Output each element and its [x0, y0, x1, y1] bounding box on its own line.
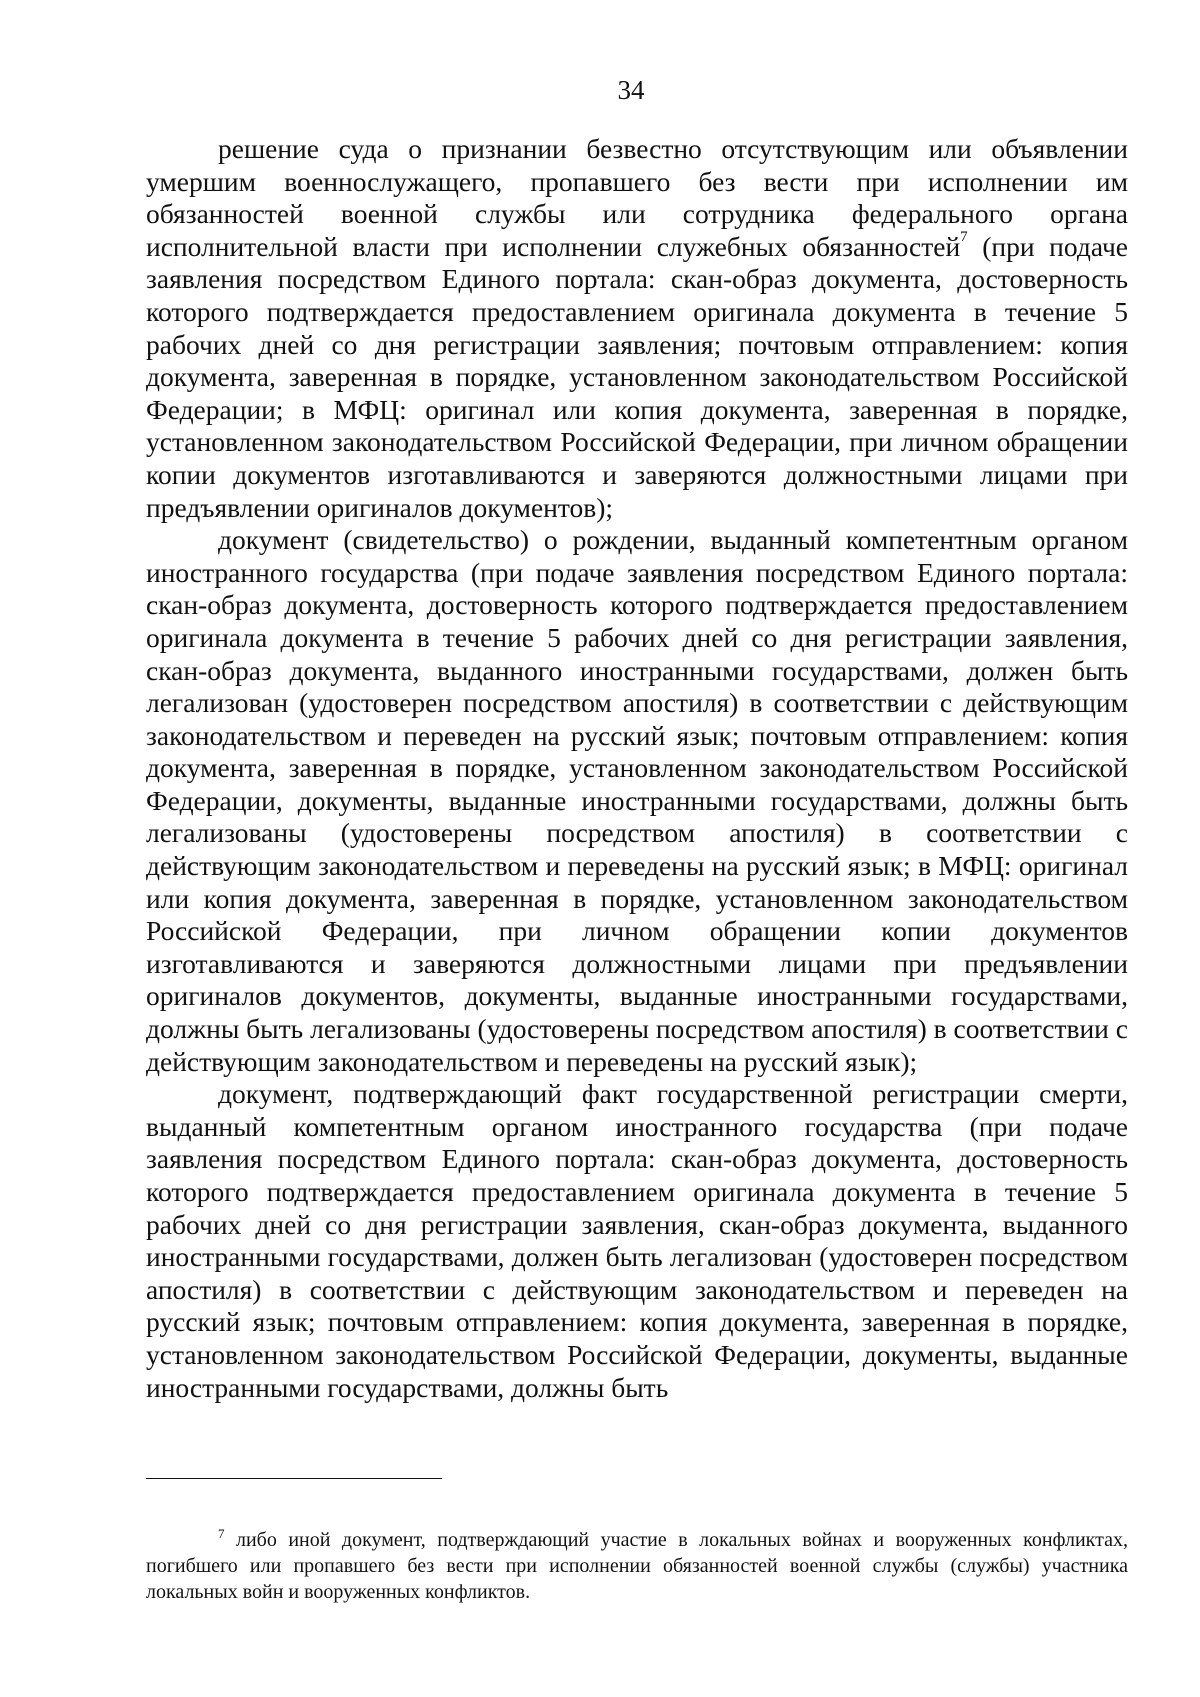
document-body: [146, 133, 1128, 1404]
footnote-reference[interactable]: 7: [960, 228, 968, 245]
paragraph-death-registration: документ, подтверждающий факт государственной регистрации смерти, выданный компетентным органом иностранного государства (при подаче заявления посредством Единого портала: скан-образ документа, достоверность которого подтверждается предоставлением оригинала документа в течение 5 рабочих дней со дня регистрации заявления, скан-образ документа, выданного иностранными государствами, должен быть легализован (удостоверен посредством апостиля) в соответствии с действующим законодательством и переведен на русский язык; почтовым отправлением: копия документа, заверенная в порядке, установленном законодательством Российской Федерации, документы, выданные иностранными государствами, должны быть: [146, 1078, 1128, 1403]
paragraph-court-decision: [146, 133, 1128, 524]
page-number: 34: [617, 75, 645, 105]
footnote: [146, 1527, 1128, 1605]
footnote-text: либо иной документ, подтверждающий участие в локальных войнах и вооруженных конфликтах, погибшего или пропавшего без вести при исполнении обязанностей военной службы (службы) участника локальных войн и вооруженных конфликтов.: [146, 1529, 1128, 1603]
footnote-mark: 7: [218, 1526, 225, 1541]
footnote-separator: [146, 1478, 442, 1479]
paragraph-text: (при подаче заявления посредством Единого портала: скан-образ документа, достоверность которого подтверждается предоставлением оригинала документа в течение 5 рабочих дней со дня регистрации заявления; почтовым отправлением: копия документа, заверенная в порядке, установленном законодательством Российской Федерации; в МФЦ: оригинал или копия документа, заверенная в порядке, установленном законодательством Российской Федерации, при личном обращении копии документов изготавливаются и заверяются должностными лицами при предъявлении оригиналов документов);: [146, 230, 1128, 523]
paragraph-birth-certificate: документ (свидетельство) о рождении, выданный компетентным органом иностранного государства (при подаче заявления посредством Единого портала: скан-образ документа, достоверность которого подтверждается предоставлением оригинала документа в течение 5 рабочих дней со дня регистрации заявления, скан-образ документа, выданного иностранными государствами, должен быть легализован (удостоверен посредством апостиля) в соответствии с действующим законодательством и переведен на русский язык; почтовым отправлением: копия документа, заверенная в порядке, установленном законодательством Российской Федерации, документы, выданные иностранными государствами, должны быть легализованы (удостоверены посредством апостиля) в соответствии с действующим законодательством и переведены на русский язык; в МФЦ: оригинал или копия документа, заверенная в порядке, установленном законодательством Российской Федерации, при личном обращении копии документов изготавливаются и заверяются должностными лицами при предъявлении оригиналов документов, документы, выданные иностранными государствами, должны быть легализованы (удостоверены посредством апостиля) в соответствии с действующим законодательством и переведены на русский язык);: [146, 524, 1128, 1077]
paragraph-text: решение суда о признании безвестно отсутствующим или объявлении умершим военнослужащего, пропавшего без вести при исполнении им обязанностей военной службы или сотрудника федерального органа исполнительной власти при исполнении служебных обязанностей: [146, 133, 1128, 262]
